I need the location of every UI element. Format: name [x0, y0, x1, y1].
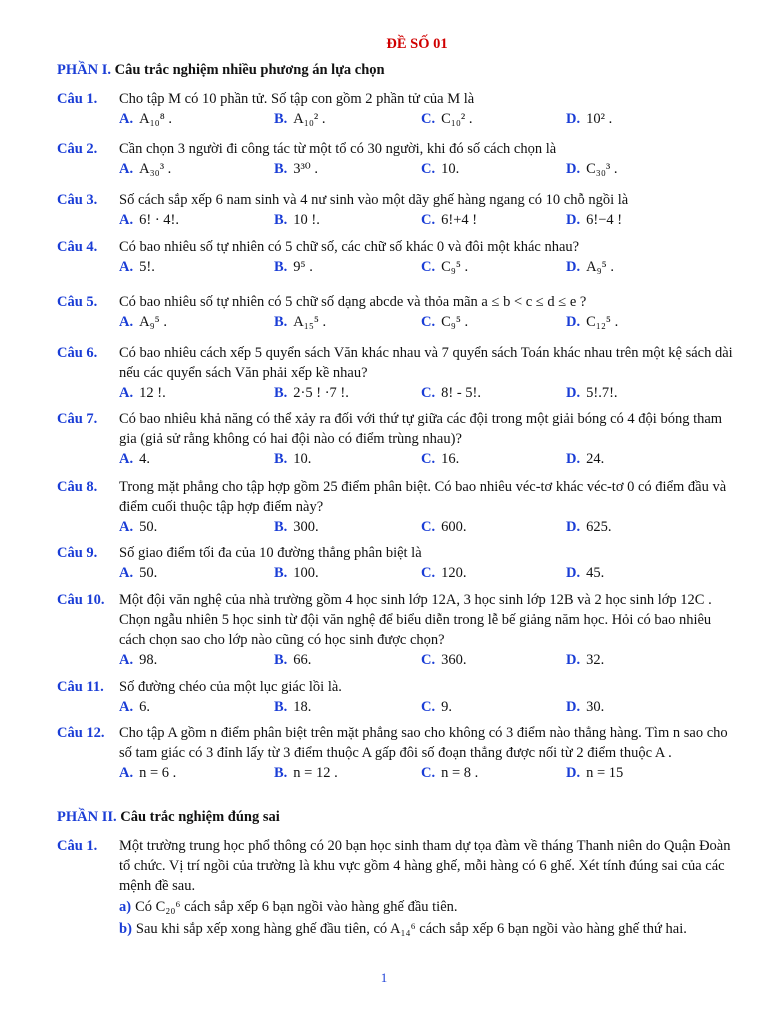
part2-heading	[57, 808, 280, 826]
question-label: Câu 1.	[57, 91, 98, 107]
question-text: Trong mặt phẳng cho tập hợp gồm 25 điểm phân biệt. Có bao nhiêu véc-tơ khác véc-tơ 0 có điểm đầu và điểm cuối thuộc tập hợp điểm này?	[119, 479, 727, 515]
question-label: Câu 8.	[57, 479, 98, 495]
option-c: C. n = 8 .	[421, 765, 479, 781]
question-10	[57, 590, 737, 670]
option-a: A. 6! · 4!.	[119, 212, 179, 228]
option-c: C. 120.	[421, 565, 467, 581]
question-9	[57, 543, 737, 583]
option-b: B. 300.	[274, 519, 319, 535]
option-c: C. C₉⁵ .	[421, 314, 469, 330]
option-a: A. A₉⁵ .	[119, 314, 167, 330]
option-a: A. 98.	[119, 652, 158, 668]
option-b: B. A₁₀² .	[274, 111, 326, 127]
question-label: Câu 3.	[57, 192, 98, 208]
option-d: D. C₁₂⁵ .	[566, 314, 619, 330]
question-4	[57, 237, 737, 277]
question-text: Cần chọn 3 người đi công tác từ một tổ có 30 người, khi đó số cách chọn là	[119, 141, 557, 157]
question-label: Câu 9.	[57, 545, 98, 561]
option-b: B. n = 12 .	[274, 765, 338, 781]
option-c: C. 8! - 5!.	[421, 385, 481, 401]
question-text: Số cách sắp xếp 6 nam sinh và 4 nư sinh vào một dãy ghế hàng ngang có 10 chỗ ngồi là	[119, 192, 629, 208]
part1-label: PHẦN I.	[57, 62, 111, 78]
question-label: Câu 6.	[57, 345, 98, 361]
question-label: Câu 5.	[57, 294, 98, 310]
part2-question-1	[57, 836, 737, 940]
option-a: A. A₁₀⁸ .	[119, 111, 172, 127]
question-11	[57, 677, 737, 717]
part2-label: PHẦN II.	[57, 809, 117, 825]
option-c: C. C₉⁵ .	[421, 259, 469, 275]
option-a: A. 4.	[119, 451, 150, 467]
question-text: Cho tập M có 10 phần tử. Số tập con gồm 2 phần tử của M là	[119, 91, 475, 107]
option-a: A. A₃₀³ .	[119, 161, 172, 177]
question-text: Một đội văn nghệ của nhà trường gồm 4 học sinh lớp 12A, 3 học sinh lớp 12B và 2 học sinh lớp 12C . Chọn ngẫu nhiên 5 học sinh từ đội văn nghệ để biểu diễn trong lễ bế giảng năm học. Hỏi có bao nhiêu cách chọn sao cho lớp nào cũng có học sinh được chọn?	[119, 592, 712, 648]
option-b: B. 100.	[274, 565, 319, 581]
option-d: D. 24.	[566, 451, 605, 467]
question-5	[57, 292, 737, 332]
option-b: B. 18.	[274, 699, 312, 715]
option-d: D. 30.	[566, 699, 605, 715]
question-6	[57, 343, 737, 403]
question-label: Câu 4.	[57, 239, 98, 255]
question-text: Có bao nhiêu cách xếp 5 quyển sách Văn khác nhau và 7 quyển sách Toán khác nhau trên một kệ sách dài nếu các quyển sách Văn phải xếp kề nhau?	[119, 345, 733, 381]
question-label: Câu 1.	[57, 838, 98, 854]
question-text: Một trường trung học phổ thông có 20 bạn học sinh tham dự tọa đàm về tháng Thanh niên do Quận Đoàn tổ chức. Vị trí ngồi của trường là khu vực gồm 4 hàng ghế, mỗi hàng có 6 ghế. Xét tính đúng sai của các mệnh đề sau.	[119, 838, 731, 894]
option-c: C. 16.	[421, 451, 460, 467]
option-d: D. 5!.7!.	[566, 385, 618, 401]
question-text: Có bao nhiêu khả năng có thể xảy ra đối với thứ tự giữa các đội trong một giải bóng có 4 đội bóng tham gia (giả sử rằng không có hai đội nào có điểm trùng nhau)?	[119, 411, 723, 447]
option-c: C. 600.	[421, 519, 467, 535]
option-c: C. 360.	[421, 652, 467, 668]
option-b: B. A₁₅⁵ .	[274, 314, 327, 330]
question-text: Số đường chéo của một lục giác lồi là.	[119, 679, 342, 695]
option-b: B. 2·5 ! ·7 !.	[274, 385, 349, 401]
option-b: B. 3³⁰ .	[274, 161, 318, 177]
option-b: B. 66.	[274, 652, 312, 668]
option-a: A. 12 !.	[119, 385, 166, 401]
question-1	[57, 89, 737, 129]
part2-title: Câu trắc nghiệm đúng sai	[120, 809, 280, 825]
option-d: D. 6!−4 !	[566, 212, 623, 228]
statement-b: b) Sau khi sắp xếp xong hàng ghế đầu tiên, có A₁₄⁶ cách sắp xếp 6 bạn ngồi vào hàng ghế thứ hai.	[119, 921, 687, 937]
option-b: B. 9⁵ .	[274, 259, 313, 275]
question-label: Câu 11.	[57, 679, 104, 695]
option-c: C. 6!+4 !	[421, 212, 478, 228]
option-d: D. 10² .	[566, 111, 613, 127]
question-text: Số giao điểm tối đa của 10 đường thẳng phân biệt là	[119, 545, 422, 561]
option-b: B. 10 !.	[274, 212, 320, 228]
option-c: C. 9.	[421, 699, 452, 715]
option-a: A. 6.	[119, 699, 150, 715]
statement-a: a) Có C₂₀⁶ cách sắp xếp 6 bạn ngồi vào hàng ghế đầu tiên.	[119, 899, 458, 915]
option-d: D. C₃₀³ .	[566, 161, 618, 177]
option-d: D. 625.	[566, 519, 612, 535]
part1-title: Câu trắc nghiệm nhiều phương án lựa chọn	[114, 62, 385, 78]
question-8	[57, 477, 737, 537]
question-text: Có bao nhiêu số tự nhiên có 5 chữ số, các chữ số khác 0 và đôi một khác nhau?	[119, 239, 580, 255]
question-12	[57, 723, 737, 783]
question-3	[57, 190, 737, 230]
option-a: A. 5!.	[119, 259, 155, 275]
option-d: D. 32.	[566, 652, 605, 668]
question-2	[57, 139, 737, 179]
question-label: Câu 7.	[57, 411, 98, 427]
part1-heading	[57, 61, 385, 79]
option-c: C. 10.	[421, 161, 460, 177]
question-label: Câu 12.	[57, 725, 105, 741]
option-a: A. 50.	[119, 565, 158, 581]
page-number: 1	[380, 970, 388, 985]
option-d: D. 45.	[566, 565, 605, 581]
question-7	[57, 409, 737, 469]
option-a: A. 50.	[119, 519, 158, 535]
option-a: A. n = 6 .	[119, 765, 177, 781]
option-d: D. A₉⁵ .	[566, 259, 614, 275]
question-label: Câu 10.	[57, 592, 105, 608]
question-text: Có bao nhiêu số tự nhiên có 5 chữ số dạng abcde và thỏa mãn a ≤ b < c ≤ d ≤ e ?	[119, 294, 587, 310]
question-label: Câu 2.	[57, 141, 98, 157]
page-title: ĐỀ SỐ 01	[386, 36, 448, 52]
option-d: D. n = 15	[566, 765, 624, 781]
question-text: Cho tập A gồm n điểm phân biệt trên mặt phẳng sao cho không có 3 điểm nào thẳng hàng. Tìm n sao cho số tam giác có 3 đỉnh lấy từ 3 điểm thuộc A gấp đôi số đoạn thẳng được nối từ 2 điểm thuộc A .	[119, 725, 728, 761]
option-c: C. C₁₀² .	[421, 111, 473, 127]
option-b: B. 10.	[274, 451, 312, 467]
